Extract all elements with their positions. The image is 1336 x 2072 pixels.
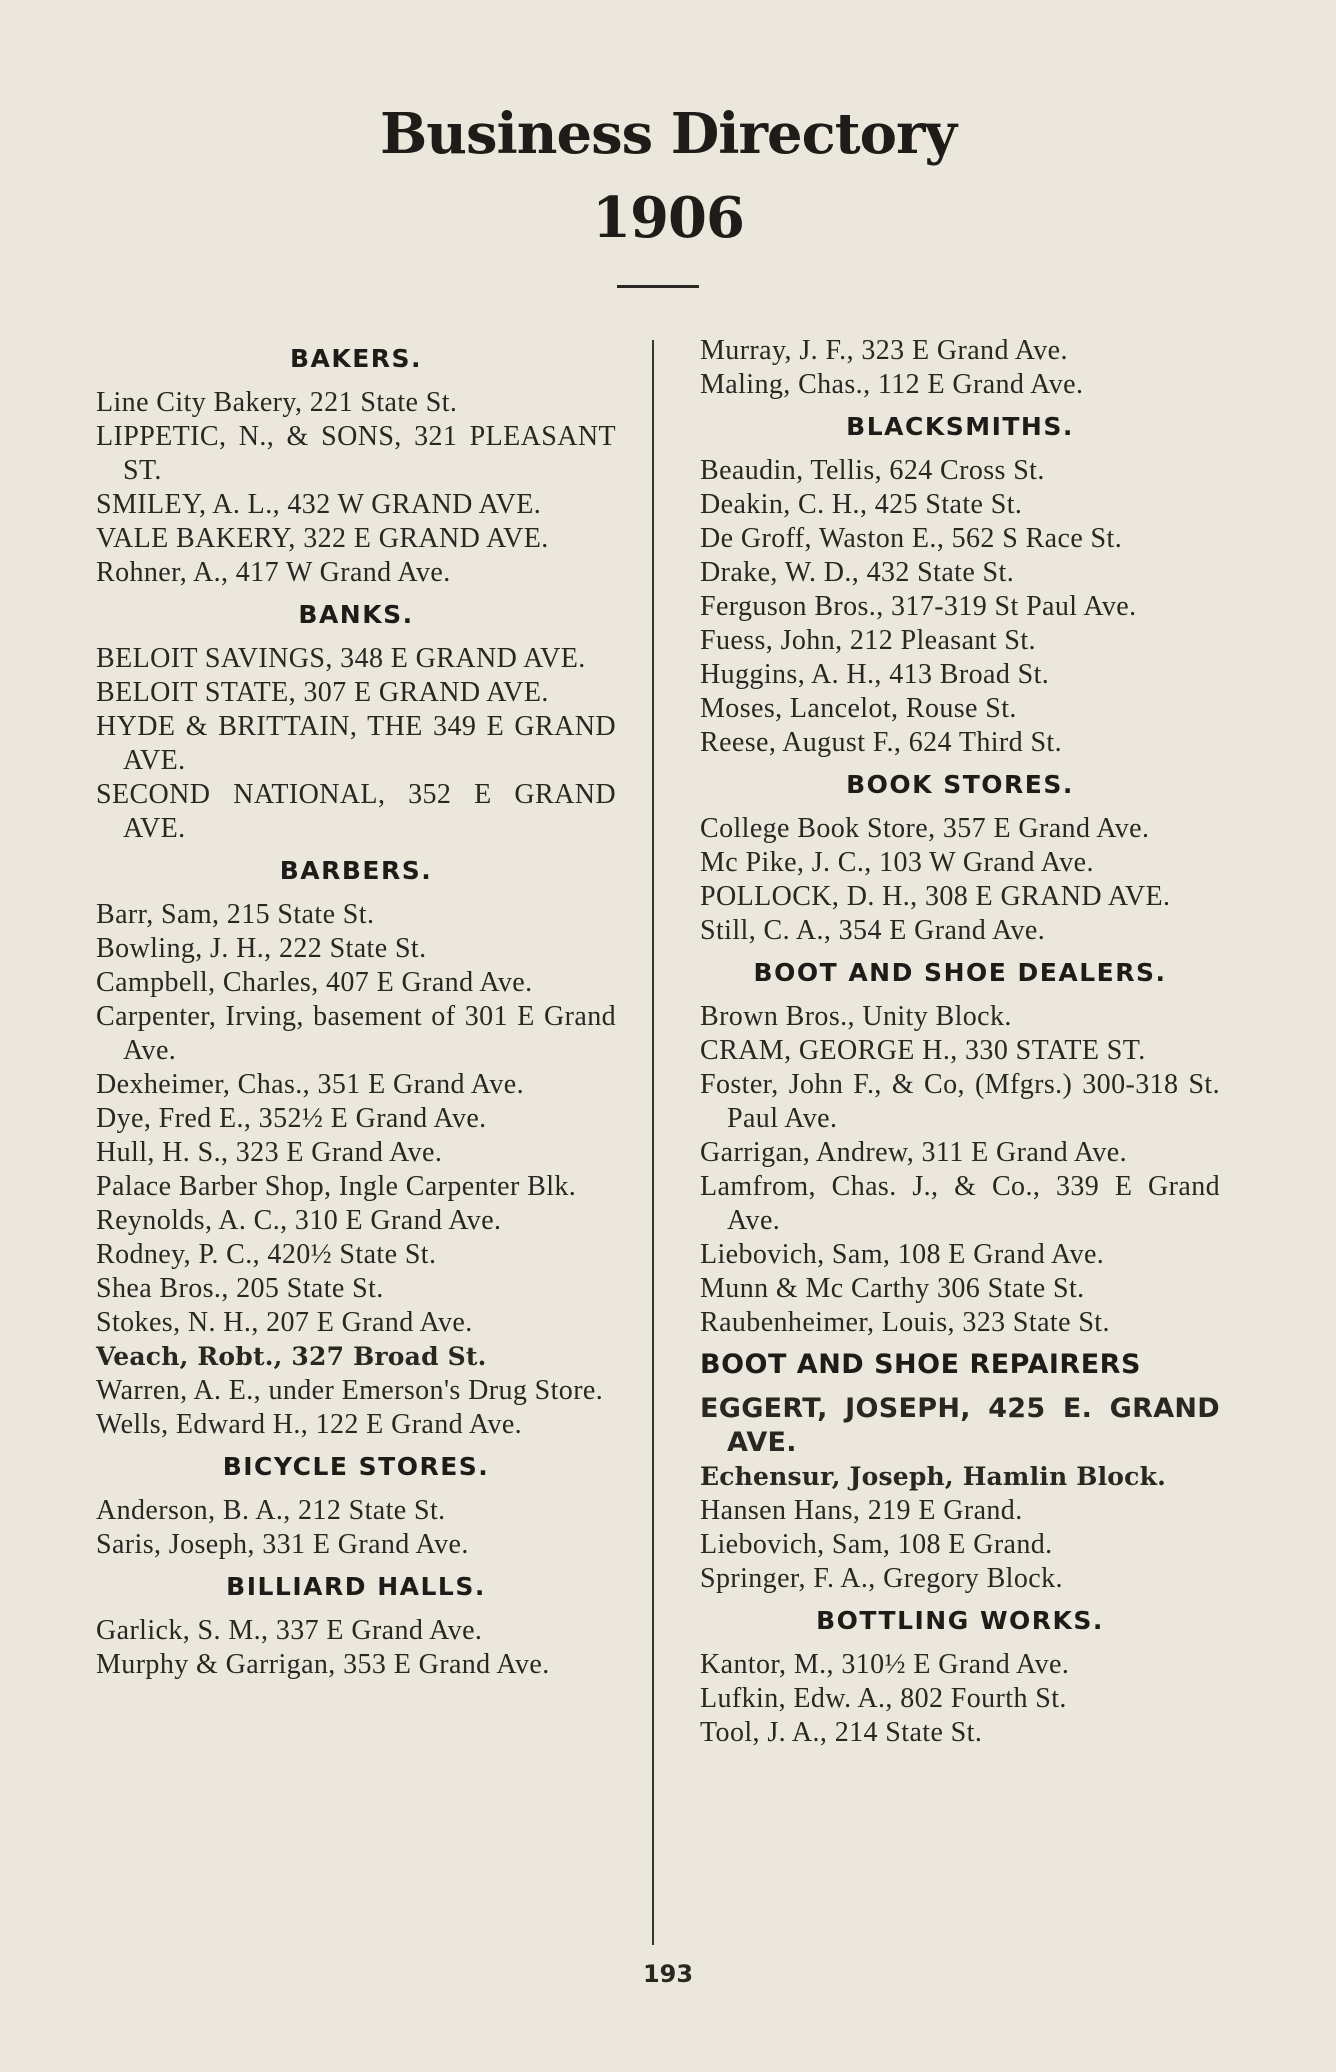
section-heading-book-stores: BOOK STORES. xyxy=(846,770,1074,799)
list-item: Foster, John F., & Co, (Mfgrs.) 300-318 St. Paul Ave. xyxy=(700,1069,1220,1134)
list-item: Wells, Edward H., 122 E Grand Ave. xyxy=(96,1409,523,1440)
right-column xyxy=(700,334,1220,1750)
title-line-1: Business Directory xyxy=(379,101,957,167)
page-number: 193 xyxy=(642,1960,694,1988)
list-item: CRAM, GEORGE H., 330 STATE ST. xyxy=(700,1035,1146,1066)
list-item: Rohner, A., 417 W Grand Ave. xyxy=(96,557,451,588)
list-item: De Groff, Waston E., 562 S Race St. xyxy=(700,523,1123,554)
section-heading-billiard-halls: BILLIARD HALLS. xyxy=(226,1572,486,1601)
page-title xyxy=(0,92,1336,260)
section-heading-bicycle-stores: BICYCLE STORES. xyxy=(222,1452,490,1481)
list-item: Reynolds, A. C., 310 E Grand Ave. xyxy=(96,1205,502,1236)
list-item: Brown Bros., Unity Block. xyxy=(700,1001,1012,1032)
section-heading-bakers: BAKERS. xyxy=(289,344,423,373)
list-item: Raubenheimer, Louis, 323 State St. xyxy=(700,1307,1110,1338)
list-item: Hull, H. S., 323 E Grand Ave. xyxy=(96,1137,443,1168)
column-divider xyxy=(652,340,654,1945)
section-heading-bottling-works: BOTTLING WORKS. xyxy=(816,1606,1104,1635)
list-item: Stokes, N. H., 207 E Grand Ave. xyxy=(96,1307,473,1338)
list-item: Bowling, J. H., 222 State St. xyxy=(96,933,427,964)
title-rule xyxy=(617,285,699,288)
list-item: Reese, August F., 624 Third St. xyxy=(700,727,1062,758)
list-item: Huggins, A. H., 413 Broad St. xyxy=(700,659,1050,690)
list-item: Shea Bros., 205 State St. xyxy=(96,1273,384,1304)
list-item: Liebovich, Sam, 108 E Grand. xyxy=(700,1529,1053,1560)
section-heading-barbers: BARBERS. xyxy=(279,856,433,885)
list-item: Anderson, B. A., 212 State St. xyxy=(96,1495,446,1526)
title-line-2: 1906 xyxy=(592,185,744,251)
section-heading-boot-shoe-repairers: BOOT AND SHOE REPAIRERS xyxy=(700,1349,1141,1380)
list-item: Rodney, P. C., 420½ State St. xyxy=(96,1239,437,1270)
list-item: Line City Bakery, 221 State St. xyxy=(96,387,458,418)
list-item: Carpenter, Irving, basement of 301 E Grand Ave. xyxy=(96,1001,616,1066)
list-item: Maling, Chas., 112 E Grand Ave. xyxy=(700,369,1084,400)
list-item: Drake, W. D., 432 State St. xyxy=(700,557,1015,588)
list-item: POLLOCK, D. H., 308 E GRAND AVE. xyxy=(700,881,1171,912)
list-item: Saris, Joseph, 331 E Grand Ave. xyxy=(96,1529,469,1560)
list-item: Murphy & Garrigan, 353 E Grand Ave. xyxy=(96,1649,550,1680)
list-item: Liebovich, Sam, 108 E Grand Ave. xyxy=(700,1239,1105,1270)
list-item: Moses, Lancelot, Rouse St. xyxy=(700,693,1017,724)
list-item: SMILEY, A. L., 432 W GRAND AVE. xyxy=(96,489,542,520)
list-item: Beaudin, Tellis, 624 Cross St. xyxy=(700,455,1045,486)
list-item: LIPPETIC, N., & SONS, 321 PLEASANT ST. xyxy=(96,421,616,486)
list-item: Campbell, Charles, 407 E Grand Ave. xyxy=(96,967,533,998)
list-item: Garrigan, Andrew, 311 E Grand Ave. xyxy=(700,1137,1127,1168)
section-heading-banks: BANKS. xyxy=(298,600,414,629)
list-item-bold: Echensur, Joseph, Hamlin Block. xyxy=(700,1462,1166,1491)
list-item: Munn & Mc Carthy 306 State St. xyxy=(700,1273,1085,1304)
list-item: Barr, Sam, 215 State St. xyxy=(96,899,375,930)
list-item: BELOIT SAVINGS, 348 E GRAND AVE. xyxy=(96,643,586,674)
list-item: Deakin, C. H., 425 State St. xyxy=(700,489,1023,520)
list-item: Kantor, M., 310½ E Grand Ave. xyxy=(700,1649,1070,1680)
list-item: VALE BAKERY, 322 E GRAND AVE. xyxy=(96,523,549,554)
list-item: Springer, F. A., Gregory Block. xyxy=(700,1563,1063,1594)
list-item: Mc Pike, J. C., 103 W Grand Ave. xyxy=(700,847,1094,878)
list-item: Still, C. A., 354 E Grand Ave. xyxy=(700,915,1046,946)
list-item: Ferguson Bros., 317-319 St Paul Ave. xyxy=(700,591,1137,622)
section-heading-blacksmiths: BLACKSMITHS. xyxy=(846,412,1074,441)
list-item: Dexheimer, Chas., 351 E Grand Ave. xyxy=(96,1069,524,1100)
list-item-bold: Veach, Robt., 327 Broad St. xyxy=(96,1342,487,1371)
list-item: Garlick, S. M., 337 E Grand Ave. xyxy=(96,1615,483,1646)
list-item: College Book Store, 357 E Grand Ave. xyxy=(700,813,1150,844)
list-item: Murray, J. F., 323 E Grand Ave. xyxy=(700,335,1068,366)
list-item: Palace Barber Shop, Ingle Carpenter Blk. xyxy=(96,1171,577,1202)
section-heading-boot-shoe-dealers: BOOT AND SHOE DEALERS. xyxy=(753,958,1167,987)
list-item: SECOND NATIONAL, 352 E GRAND AVE. xyxy=(96,779,616,844)
list-item: Lufkin, Edw. A., 802 Fourth St. xyxy=(700,1683,1067,1714)
list-item: Hansen Hans, 219 E Grand. xyxy=(700,1495,1023,1526)
list-item: Dye, Fred E., 352½ E Grand Ave. xyxy=(96,1103,487,1134)
list-item: Tool, J. A., 214 State St. xyxy=(700,1717,983,1748)
list-item: Warren, A. E., under Emerson's Drug Store. xyxy=(96,1375,604,1406)
list-item: BELOIT STATE, 307 E GRAND AVE. xyxy=(96,677,549,708)
list-item: HYDE & BRITTAIN, THE 349 E GRAND AVE. xyxy=(96,711,616,776)
list-item: Fuess, John, 212 Pleasant St. xyxy=(700,625,1036,656)
list-item-bold: EGGERT, JOSEPH, 425 E. GRAND AVE. xyxy=(700,1393,1220,1458)
left-column xyxy=(96,334,616,1682)
list-item: Lamfrom, Chas. J., & Co., 339 E Grand Ave. xyxy=(700,1171,1220,1236)
